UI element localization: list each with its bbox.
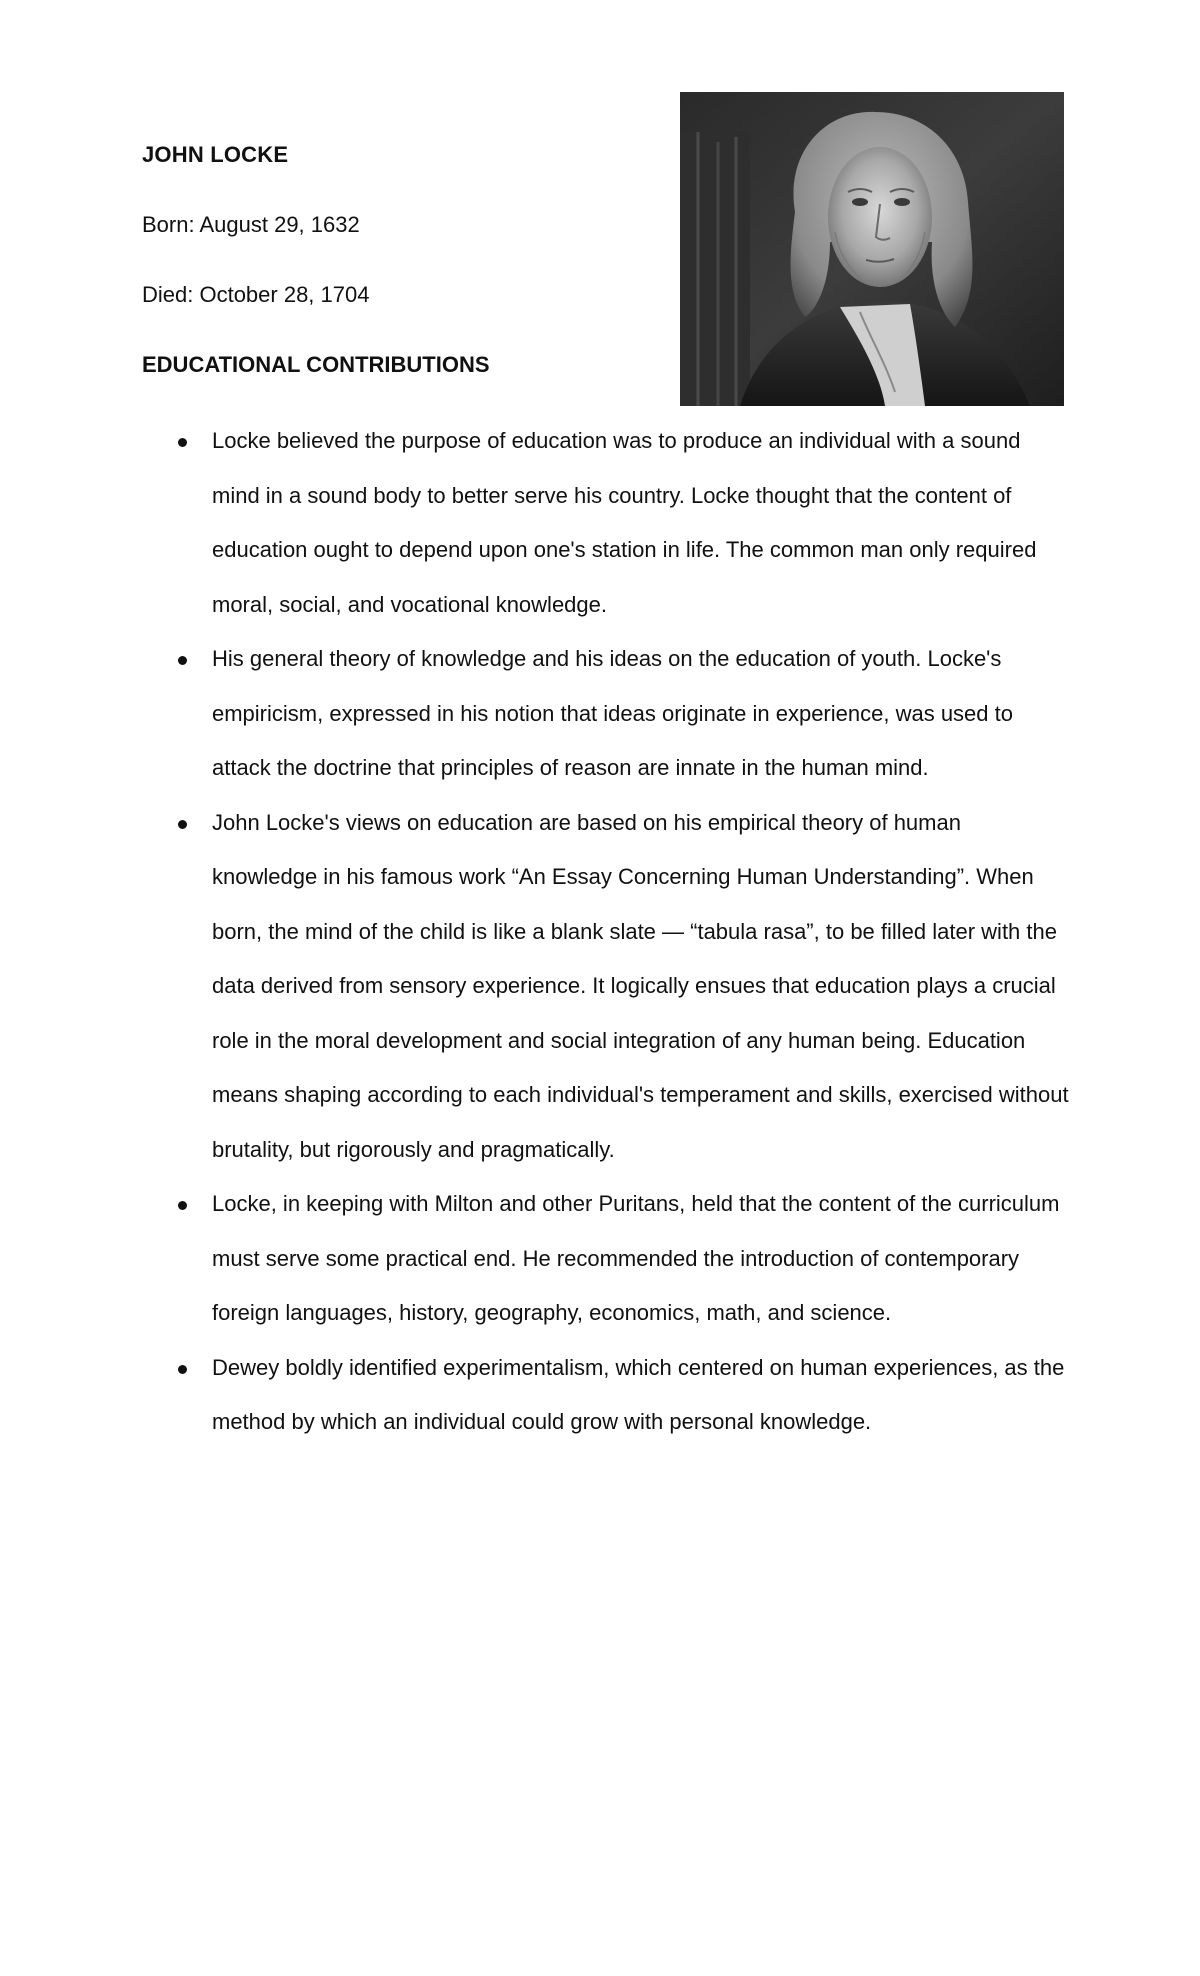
list-item-text: Locke believed the purpose of education was to produce an individual with a sound mind in a sound body to better serve his country. Locke thought that the content of education ought to depend upon one's station in life. The common man only required moral, social, and vocational knowledge. [212, 428, 1037, 617]
born-date: Born: August 29, 1632 [142, 212, 360, 237]
portrait-image [680, 92, 1064, 406]
bullet-icon [178, 1365, 187, 1374]
contributions-list [142, 414, 1072, 1450]
bullet-icon [178, 1201, 187, 1210]
list-item-text: His general theory of knowledge and his ideas on the education of youth. Locke's empiricism, expressed in his notion that ideas originate in experience, was used to attack the doctrine that principles of reason are innate in the human mind. [212, 646, 1013, 780]
list-item-text: Dewey boldly identified experimentalism, which centered on human experiences, as the method by which an individual could grow with personal knowledge. [212, 1354, 1065, 1434]
list-item [142, 1177, 1072, 1341]
bullet-icon [178, 820, 187, 829]
section-heading: EDUCATIONAL CONTRIBUTIONS [142, 352, 490, 377]
list-item [142, 1341, 1072, 1450]
list-item-text: John Locke's views on education are based on his empirical theory of human knowledge in his famous work “An Essay Concerning Human Understanding”. When born, the mind of the child is like a blank slate — “tabula rasa”, to be filled later with the data derived from sensory experience. It logically ensues that education plays a crucial role in the moral development and social integration of any human being. Education means shaping according to each individual's temperament and skills, exercised without brutality, but rigorously and pragmatically. [212, 809, 1069, 1162]
list-item [142, 632, 1072, 796]
died-date: Died: October 28, 1704 [142, 282, 370, 307]
page-title: JOHN LOCKE [142, 142, 289, 167]
bullet-icon [178, 656, 187, 665]
list-item [142, 796, 1072, 1178]
list-item [142, 414, 1072, 632]
bullet-icon [178, 438, 187, 447]
list-item-text: Locke, in keeping with Milton and other Puritans, held that the content of the curriculum must serve some practical end. He recommended the introduction of contemporary foreign languages, history, geography, economics, math, and science. [212, 1191, 1060, 1325]
